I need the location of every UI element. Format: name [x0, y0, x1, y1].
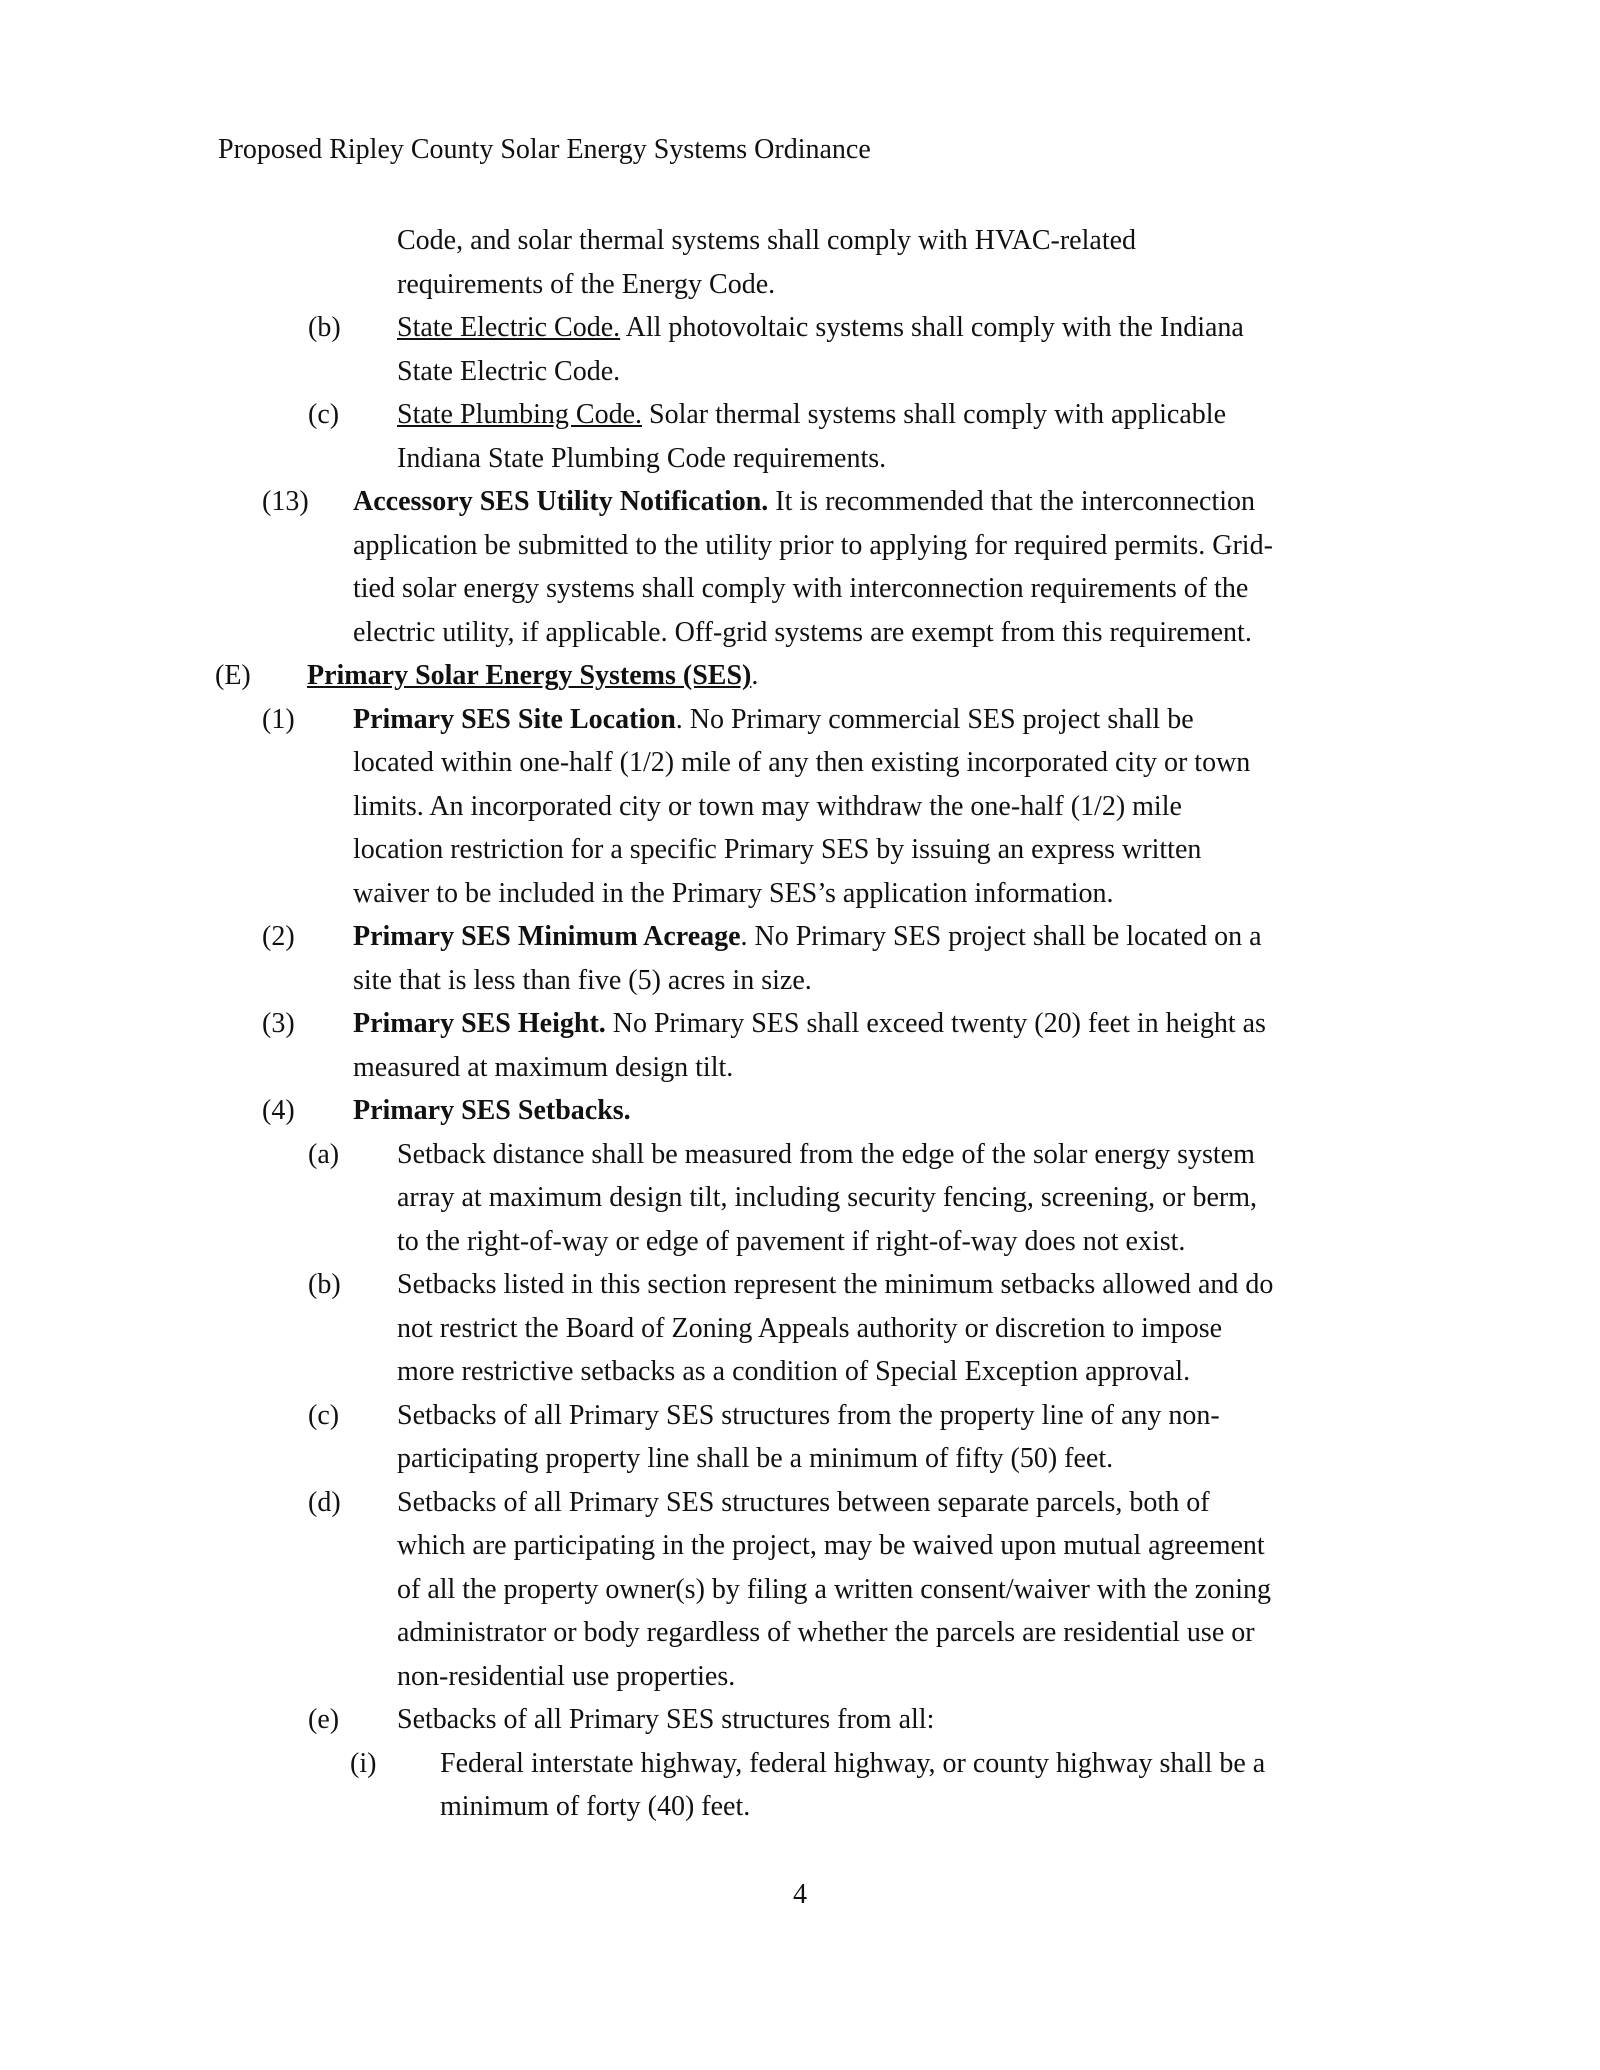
item-heading-rest: All photovoltaic systems shall comply with the Indiana: [620, 312, 1244, 343]
outline-item: [0, 219, 1600, 306]
text-line: of all the property owner(s) by filing a written consent/waiver with the zoning: [397, 1573, 1271, 1605]
item-heading: State Electric Code.: [397, 312, 621, 343]
text-line: not restrict the Board of Zoning Appeals authority or discretion to impose: [397, 1312, 1223, 1344]
item-first-line: [397, 306, 1600, 350]
text-line: Setback distance shall be measured from the edge of the solar energy system: [397, 1138, 1255, 1170]
item-heading: Primary Solar Energy Systems (SES): [307, 660, 752, 691]
item-marker: (3): [262, 1008, 295, 1039]
item-heading: State Plumbing Code.: [397, 399, 642, 430]
outline-item: [0, 654, 1600, 698]
item-marker: (c): [308, 1399, 340, 1431]
text-line: tied solar energy systems shall comply with interconnection requirements of the: [353, 573, 1249, 604]
item-marker: (4): [262, 1095, 295, 1126]
text-line: Federal interstate highway, federal highway, or county highway shall be a: [440, 1747, 1266, 1779]
document-body: [0, 219, 1600, 1829]
item-marker: (e): [308, 1704, 340, 1735]
text-line: waiver to be included in the Primary SES’s application information.: [353, 877, 1114, 909]
text-line: minimum of forty (40) feet.: [440, 1791, 751, 1822]
item-first-line: [397, 393, 1600, 437]
item-marker: (c): [308, 399, 340, 430]
item-marker: (i): [350, 1747, 377, 1779]
item-heading-rest: It is recommended that the interconnection: [768, 486, 1256, 517]
item-marker: (13): [262, 486, 309, 517]
item-marker: (a): [308, 1138, 340, 1170]
text-line: Setbacks listed in this section represent the minimum setbacks allowed and do: [397, 1269, 1274, 1300]
item-first-line: [353, 698, 1600, 742]
outline-item: [0, 393, 1600, 480]
outline-item: [0, 1481, 1600, 1699]
text-line: more restrictive setbacks as a condition of Special Exception approval.: [397, 1356, 1191, 1387]
item-heading-rest: . No Primary SES project shall be located on a: [740, 921, 1262, 952]
item-first-line: [353, 480, 1600, 524]
item-heading: Primary SES Height.: [353, 1008, 606, 1039]
text-line: administrator or body regardless of whether the parcels are residential use or: [397, 1617, 1255, 1648]
text-line: State Electric Code.: [397, 355, 621, 387]
text-line: located within one-half (1/2) mile of any then existing incorporated city or town: [353, 747, 1251, 778]
text-line: Indiana State Plumbing Code requirements.: [397, 442, 887, 474]
outline-item: [0, 1742, 1600, 1829]
item-heading-rest: No Primary SES shall exceed twenty (20) feet in height as: [605, 1008, 1266, 1039]
outline-item: [0, 306, 1600, 393]
item-marker: (E): [215, 660, 251, 691]
text-line: participating property line shall be a minimum of fifty (50) feet.: [397, 1443, 1114, 1474]
item-first-line: [353, 915, 1600, 959]
item-heading-rest: Solar thermal systems shall comply with applicable: [642, 399, 1226, 430]
text-line: to the right-of-way or edge of pavement if right-of-way does not exist.: [397, 1225, 1186, 1257]
outline-item: [0, 698, 1600, 916]
text-line: Setbacks of all Primary SES structures from all:: [397, 1704, 935, 1735]
text-line: non-residential use properties.: [397, 1660, 736, 1692]
item-heading: Accessory SES Utility Notification.: [353, 486, 769, 517]
text-line: location restriction for a specific Primary SES by issuing an express written: [353, 834, 1202, 865]
item-marker: (2): [262, 921, 295, 952]
running-header: Proposed Ripley County Solar Energy Systems Ordinance: [218, 134, 871, 165]
text-line: site that is less than five (5) acres in size.: [353, 964, 812, 996]
outline-item: [0, 1698, 1600, 1742]
outline-item: [0, 915, 1600, 1002]
outline-item: [0, 480, 1600, 654]
item-heading: Primary SES Minimum Acreage: [353, 921, 741, 952]
text-line: which are participating in the project, may be waived upon mutual agreement: [397, 1530, 1265, 1561]
item-first-line: [353, 1002, 1600, 1046]
item-marker: (1): [262, 703, 295, 735]
outline-item: [0, 1263, 1600, 1394]
outline-item: [0, 1089, 1600, 1133]
item-first-line: [307, 654, 1600, 698]
text-line: Code, and solar thermal systems shall comply with HVAC-related: [397, 225, 1137, 256]
text-line: measured at maximum design tilt.: [353, 1051, 734, 1083]
item-marker: (b): [308, 1269, 341, 1300]
text-line: limits. An incorporated city or town may withdraw the one-half (1/2) mile: [353, 790, 1182, 822]
item-heading-rest: .: [751, 660, 759, 691]
item-marker: (b): [308, 312, 341, 343]
text-line: electric utility, if applicable. Off-grid systems are exempt from this requirement.: [353, 616, 1252, 648]
text-line: application be submitted to the utility prior to applying for required permits. Grid-: [353, 529, 1273, 561]
item-marker: (d): [308, 1486, 341, 1518]
item-heading-rest: . No Primary commercial SES project shall be: [675, 703, 1194, 735]
text-line: requirements of the Energy Code.: [397, 268, 776, 300]
outline-item: [0, 1394, 1600, 1481]
item-heading: Primary SES Site Location: [353, 703, 676, 735]
item-heading: Primary SES Setbacks.: [353, 1095, 631, 1126]
text-line: array at maximum design tilt, including security fencing, screening, or berm,: [397, 1182, 1257, 1213]
outline-item: [0, 1002, 1600, 1089]
outline-item: [0, 1133, 1600, 1264]
text-line: Setbacks of all Primary SES structures from the property line of any non-: [397, 1399, 1220, 1431]
text-line: Setbacks of all Primary SES structures between separate parcels, both of: [397, 1486, 1210, 1518]
item-first-line: [353, 1089, 1600, 1133]
page-number: 4: [793, 1879, 807, 1910]
